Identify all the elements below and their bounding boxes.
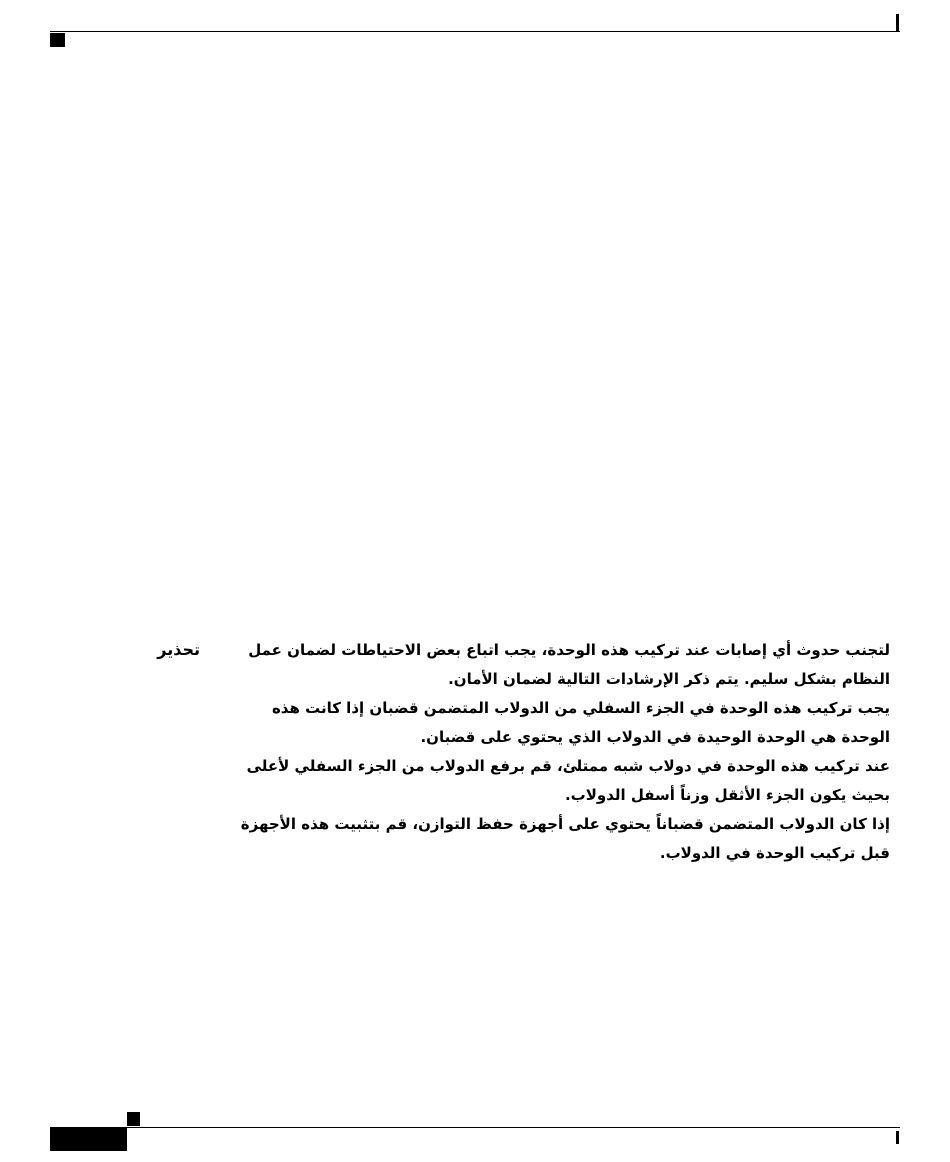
footer-square-mark [127, 1112, 140, 1126]
header-corner-mark [896, 14, 899, 31]
footer-corner-mark [896, 1131, 899, 1144]
footer-page-tab [50, 1128, 127, 1151]
warning-label: تحذير [157, 640, 200, 659]
warning-body [228, 636, 890, 868]
warning-paragraph: لتجنب حدوث أي إصابات عند تركيب هذه الوحدة، يجب اتباع بعض الاحتياطات لضمان عمل النظام بشكل سليم. يتم ذكر الإرشادات التالية لضمان الأمان. [248, 641, 890, 688]
footer-rule [50, 1127, 900, 1128]
warning-paragraph: عند تركيب هذه الوحدة في دولاب شبه ممتلئ، قم برفع الدولاب من الجزء السفلي لأعلى بحيث يكون الجزء الأثقل وزناً أسفل الدولاب. [246, 757, 890, 804]
header-rule [50, 31, 900, 32]
warning-paragraph: يجب تركيب هذه الوحدة في الجزء السفلي من الدولاب المتضمن قضبان إذا كانت هذه الوحدة هي الوحدة الوحيدة في الدولاب الذي يحتوي على قضبان. [271, 699, 890, 746]
warning-paragraph: إذا كان الدولاب المتضمن قضباناً يحتوي على أجهزة حفظ التوازن، قم بتثبيت هذه الأجهزة قبل تركيب الوحدة في الدولاب. [240, 815, 890, 862]
header-square-mark [50, 33, 65, 47]
